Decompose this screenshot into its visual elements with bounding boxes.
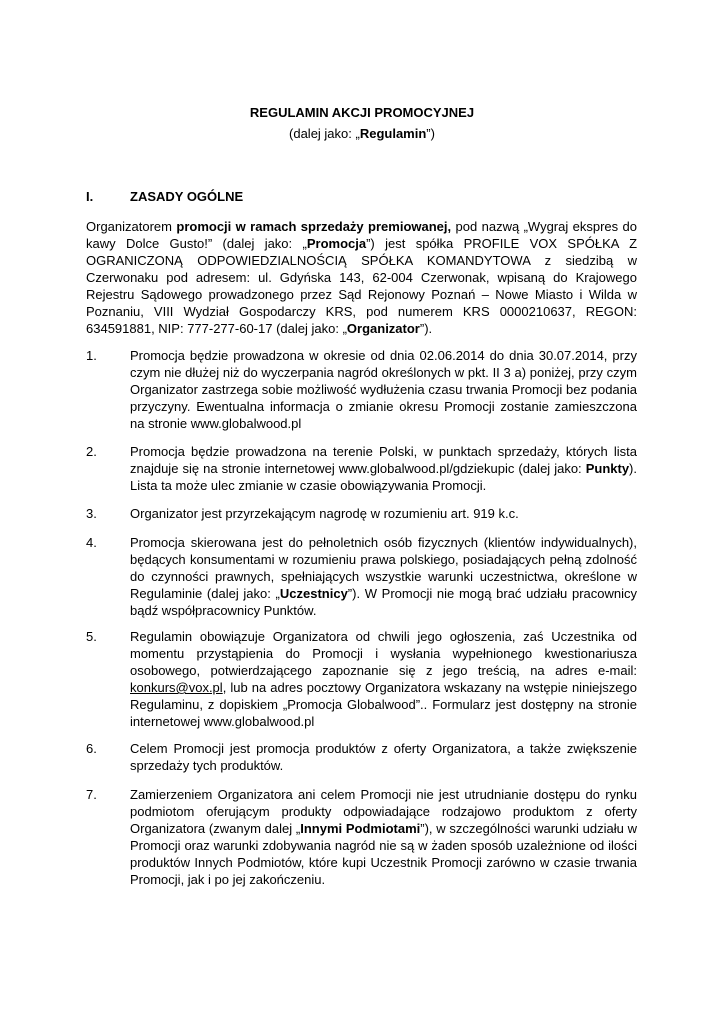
subtitle-suffix: ”)	[426, 126, 435, 141]
list-item-3	[86, 505, 637, 522]
section-title: ZASADY OGÓLNE	[130, 189, 244, 204]
list-item-6	[86, 740, 637, 774]
intro-bold-3: Organizator	[346, 321, 420, 336]
item-text: Organizator jest przyrzekającym nagrodę w rozumieniu art. 919 k.c.	[130, 506, 519, 521]
item-number: 5.	[86, 629, 97, 644]
item-defined-term: Punkty	[585, 461, 630, 476]
item-text	[130, 534, 637, 619]
subtitle-prefix: (dalej jako: „	[289, 126, 360, 141]
item-text	[130, 786, 637, 888]
intro-text-3: ”) jest spółka PROFILE VOX SPÓŁKA Z OGRANICZONĄ ODPOWIEDZIALNOŚCIĄ SPÓŁKA KOMANDYTOWA z siedzibą w Czerwonaku pod adresem: ul. Gdyńska 143, 62-004 Czerwonak, wpisaną do Krajowego Rejestru Sądowego prowadzonego przez Sąd Rejonowy Poznań – Nowe Miasto i Wilda w Poznaniu, VIII Wydział Gospodarczy KRS, pod numerem KRS 0000210637, REGON: 634591881, NIP: 777-277-60-17 (dalej jako: „	[86, 236, 638, 336]
item-text-part: ”). W Promocji nie mogą brać udziału pracownicy bądź współpracownicy Punktów.	[130, 586, 637, 618]
subtitle-defined-term: Regulamin	[359, 126, 427, 141]
intro-text-4: ”).	[419, 321, 433, 336]
item-text-part: ”), w szczególności warunki udziału w Promocji oraz warunki zdobywania nagród nie są w żaden sposób uzależnione od ilości produktów Innych Podmiotów, które kupi Uczestnik Promocji zarówno w czasie trwania Promocji, jak i po jej zakończeniu.	[130, 821, 637, 887]
list-item-4	[86, 534, 637, 619]
intro-paragraph	[86, 218, 637, 337]
item-text-part: Regulamin obowiązuje Organizatora od chwili jego ogłoszenia, zaś Uczestnika od momentu przystąpienia do Promocji i wysłania wypełnionego kwestionariusza osobowego, potwierdzającego zapoznanie się z jego treścią, na adres e-mail:	[130, 629, 637, 678]
item-defined-term: Uczestnicy	[279, 586, 348, 601]
document-title: REGULAMIN AKCJI PROMOCYJNEJ	[249, 105, 475, 120]
list-item-1	[86, 347, 637, 432]
item-text: Promocja będzie prowadzona w okresie od dnia 02.06.2014 do dnia 30.07.2014, przy czym nie dłużej niż do wyczerpania nagród określonych w pkt. II 3 a) poniżej, przy czym Organizator zastrzega sobie możliwość wydłużenia czasu trwania Promocji bez podania przyczyny. Ewentualna informacja o zmianie okresu Promocji zostanie zamieszczona na stronie www.globalwood.pl	[130, 348, 637, 431]
list-item-2	[86, 443, 637, 494]
item-text-part: ). Lista ta może ulec zmianie w czasie obowiązywania Promocji.	[130, 461, 637, 493]
item-defined-term: Innymi Podmiotami	[300, 821, 421, 836]
intro-bold-1: promocji w ramach sprzedaży premiowanej,	[176, 219, 452, 234]
intro-text-1: Organizatorem	[86, 219, 177, 234]
section-number: I.	[86, 189, 94, 204]
list-item-7	[86, 786, 637, 888]
item-number: 7.	[86, 787, 97, 802]
item-number: 4.	[86, 535, 97, 550]
intro-text-2: pod nazwą „Wygraj ekspres do kawy Dolce Gusto!” (dalej jako: „	[86, 219, 637, 251]
item-text	[130, 628, 637, 730]
list-item-5	[86, 628, 637, 730]
item-text-part: Promocja skierowana jest do pełnoletnich osób fizycznych (klientów indywidualnych), będących konsumentami w rozumieniu prawa polskiego, posiadających pełną zdolność do czynności prawnych, spełniających wszystkie warunki uczestnictwa, określone w Regulaminie (dalej jako: „	[130, 535, 637, 601]
item-text-part: , lub na adres pocztowy Organizatora wskazany na wstępie niniejszego Regulaminu, z dopiskiem „Promocja Globalwood”.. Formularz jest dostępny na stronie internetowej www.globalwood.pl	[130, 680, 637, 729]
intro-bold-2: Promocja	[306, 236, 367, 251]
item-text-part: Promocja będzie prowadzona na terenie Polski, w punktach sprzedaży, których lista znajduje się na stronie internetowej www.globalwood.pl/gdziekupic (dalej jako:	[130, 444, 637, 476]
item-text-part: Zamierzeniem Organizatora ani celem Promocji nie jest utrudnianie dostępu do rynku podmiotom oferującym produkty odpowiadające rodzajowo produktom z oferty Organizatora (zwanym dalej „	[130, 787, 637, 836]
document-subtitle	[0, 125, 724, 142]
item-number: 6.	[86, 741, 97, 756]
item-number: 2.	[86, 444, 97, 459]
item-text: Celem Promocji jest promocja produktów z oferty Organizatora, a także zwiększenie sprzedaży tych produktów.	[130, 741, 637, 773]
item-number: 3.	[86, 506, 97, 521]
email-link[interactable]: konkurs@vox.pl	[130, 680, 223, 695]
item-text	[130, 443, 637, 494]
item-number: 1.	[86, 348, 97, 363]
